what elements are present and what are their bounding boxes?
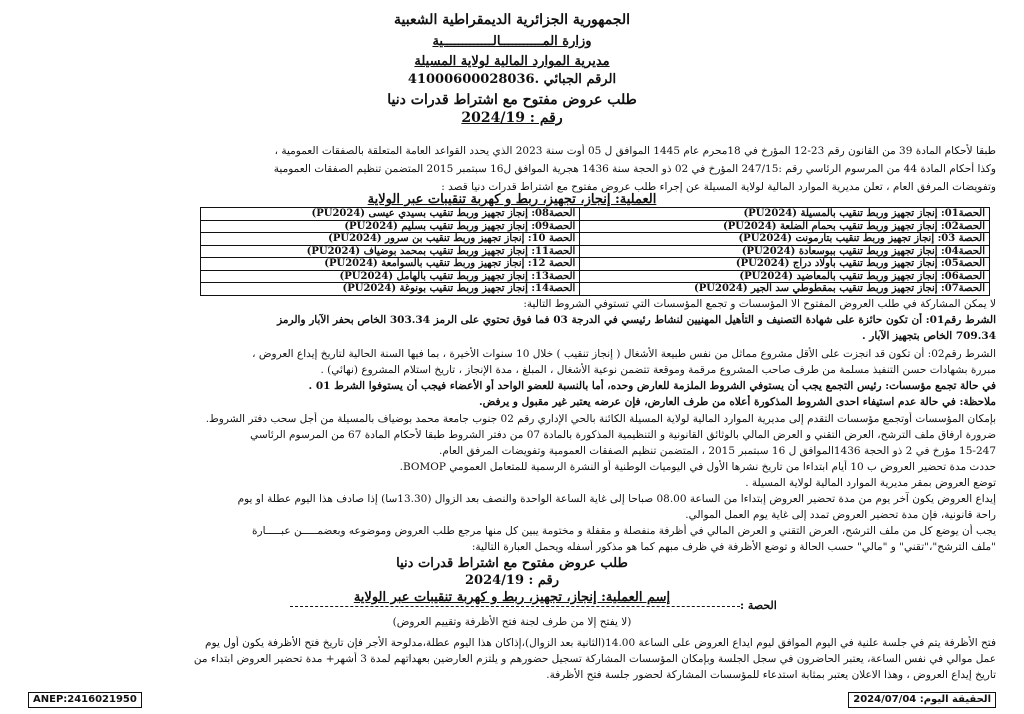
envelope-operation: إسم العملية: إنجاز، تجهيز، ربط و كهربة تنقيبات عبر الولاية: [353, 590, 671, 605]
lot-cell: الحصة04: إنجاز تجهيز وربط تنقيب ببوسعادة (PU2024): [580, 245, 990, 258]
lot-cell: الحصة 10: إنجاز تجهيز وربط تنقيب بن سرور (PU2024): [201, 233, 580, 246]
body-line-12: توضع العروض بمقر مديرية الموارد المالية لولاية المسيلة .: [745, 477, 996, 489]
lot-cell: الحصة07: إنجاز تجهيز وربط تنقيب بمقطوطي سد الجير (PU2024): [580, 283, 990, 296]
envelope-lot: الحصة :: [740, 599, 777, 612]
lots-row: [201, 233, 990, 246]
envelope-number: رقم : 2024/19: [464, 573, 560, 588]
lots-row: [201, 283, 990, 296]
intro-line-2: وكذا أحكام المادة 44 من المرسوم الرئاسي رقم :247/15 المؤرخ في 02 ذو الحجة سنة 1436 هجرية الموافق ل16 سبتمبر 2015 المتضمن تنظيم الصفقات العمومية: [273, 163, 996, 175]
lots-row: [201, 208, 990, 221]
republic-heading: الجمهورية الجزائرية الديمقراطية الشعبية: [393, 12, 630, 28]
condition-1-cont: 709.34 الخاص بتجهيز الآبار .: [861, 330, 996, 342]
condition-2-cont: مبررة بشهادات حسن التنفيذ مسلمة من طرف صاحب المشروع مرقمة وموقعة تتضمن نوعية الأشغال ، المبلغ ، مدة الإنجاز ، تاريخ استلام المشروع (نهائي) .: [320, 364, 996, 376]
lot-cell: الحصة08: إنجاز تجهيز وربط تنقيب بسيدي عيسى (PU2024): [201, 208, 580, 221]
condition-1: الشرط رقم01: أن تكون حائزة على شهادة التصنيف و التأهيل المهنيين لنشاط رئيسي في الدرجة 03 فما فوق تحتوي على الرمز 303.34 الخاص بحفر الآبار والرمز: [277, 314, 996, 326]
intro-line-3: وتفويضات المرفق العام ، تعلن مديرية الموارد المالية لولاية المسيلة عن إجراء طلب عروض مفتوح مع اشتراط قدرات دنيا قصد :: [441, 181, 996, 193]
group-rule: في حالة تجمع مؤسسات: رئيس التجمع يجب أن يستوفي الشروط الملزمة للعارض وحده، أما بالنسبة للعضو الواحد أو الأعضاء فيجب أن يستوفوا الشرط 01 .: [308, 380, 996, 392]
tax-id: الرقم الجبائي .41000600028036: [407, 72, 617, 87]
body-line-10: 15-247 مؤرخ في 2 ذو الحجة 1436الموافق ل 16 سبتمبر 2015 ، المتضمن تنظيم الصفقات العمومية وتفويضات المرفق العام.: [438, 445, 996, 457]
lot-cell: الحصة14: إنجاز تجهيز وربط تنقيب بونوغة (PU2024): [201, 283, 580, 296]
closing-line-3: تاريخ إيداع العروض ، وهذا الاعلان يعتبر بمثابة استدعاء للمؤسسات المشاركة لحضور جلسة فتح الأظرفة.: [546, 669, 996, 681]
condition-2: الشرط رقم02: أن تكون قد انجزت على الأقل مشروع مماثل من نفس طبيعة الأشغال ( إنجاز تنقيب ) خلال 10 سنوات الأخيرة ، بما فيها السنة الحالية لتاريخ إيداع العروض ،: [252, 348, 996, 360]
note: ملاحظة: في حالة عدم استيفاء احدى الشروط المذكورة أعلاه من طرف العارض، فإن عرضه يعتبر غير مقبول و يرفض.: [479, 396, 996, 408]
notice-title: طلب عروض مفتوح مع اشتراط قدرات دنيا: [387, 92, 637, 108]
body-line-16: "ملف الترشح"،"تقني" و "مالي" حسب الحالة و توضع الأظرفة في ظرف مبهم كما هو مذكور أسفله ويحمل العبارة التالية:: [471, 541, 996, 553]
body-line-11: حددت مدة تحضير العروض ب 10 أيام ابتداءا من تاريخ نشرها الأول في اليوميات الوطنية أو النشرة الرسمية للمتعامل العمومي BOMOP.: [399, 461, 996, 473]
body-line-14: راحة قانونية، فإن مدة تحضير العروض تمدد إلى غاية يوم العمل الموالي.: [685, 509, 996, 521]
anep-reference: ANEP:2416021950: [28, 692, 142, 708]
body-line-9: ضرورة ارفاق ملف الترشح، العرض التقني و العرض المالي بالوثائق القانونية و التنظيمية المذكورة بالمادة 07 من دفتر الشروط طبقا لأحكام المادة 67 من المرسوم الرئاسي: [250, 429, 996, 441]
ministry-heading: وزارة المـــــــــــالـــــــــــــية: [432, 34, 592, 49]
publication-date: الحقيقة اليوم: 2024/07/04: [848, 692, 996, 708]
lots-row: [201, 220, 990, 233]
envelope-notice: (لا يفتح إلا من طرف لجنة فتح الأظرفة وتقييم العروض): [392, 616, 632, 628]
lots-row: [201, 258, 990, 271]
notice-number: رقم : 2024/19: [461, 110, 563, 126]
lot-cell: الحصة11: إنجاز تجهيز وربط تنقيب بمحمد بوضياف (PU2024): [201, 245, 580, 258]
closing-line-2: عمل موالي في نفس الساعة، يعتبر الحاضرون في سجل الجلسة وبإمكان المؤسسات المشاركة تسجيل حضورهم و يلتزم العارضين بعهداتهم لمدة 3 أشهر+ مدة تحضير العروض ابتداء من: [193, 653, 996, 665]
lot-cell: الحصة02: إنجاز تجهيز وربط تنقيب بحمام الضلعة (PU2024): [580, 220, 990, 233]
body-line-8: بإمكان المؤسسات أوتجمع مؤسسات التقدم إلى مديرية الموارد المالية لولاية المسيلة الكائنة بالحي الإداري رقم 02 جنوب جامعة محمد بوضياف بالمسيلة من أجل سحب دفتر الشروط.: [205, 413, 996, 425]
body-line-1: لا يمكن المشاركة في طلب العروض المفتوح الا المؤسسات و تجمع المؤسسات التي تستوفي الشروط التالية:: [523, 298, 996, 310]
lot-blank-line: [290, 606, 740, 607]
lots-row: [201, 270, 990, 283]
lot-cell: الحصة05: إنجاز تجهيز وربط تنقيب بأولاد دراج (PU2024): [580, 258, 990, 271]
lot-cell: الحصة 03: إنجاز تجهيز وربط تنقيب بتارمونت (PU2024): [580, 233, 990, 246]
directorate-heading: مديرية الموارد المالية لولاية المسيلة: [414, 54, 610, 69]
operation-heading: العملية: إنجاز، تجهيز، ربط و كهربة تنقيبات عبر الولاية: [367, 192, 657, 207]
body-line-15: يجب أن يوضع كل من ملف الترشح، العرض التقني و العرض المالي في أظرفة منفصلة و مقفلة و مختومة يبين كل منها مرجع طلب العروض وموضوعه وبعضمـــــن عبـــــارة: [252, 525, 996, 537]
lots-row: [201, 245, 990, 258]
lot-cell: الحصة13: إنجاز تجهيز وربط تنقيب بالهامل (PU2024): [201, 270, 580, 283]
envelope-title: طلب عروض مفتوح مع اشتراط قدرات دنيا: [396, 556, 628, 571]
lot-cell: الحصة09: إنجاز تجهيز وربط تنقيب بسليم (PU2024): [201, 220, 580, 233]
lot-cell: الحصة06: إنجاز تجهيز وربط تنقيب بالمعاضيد (PU2024): [580, 270, 990, 283]
body-line-13: إيداع العروض يكون آخر يوم من مدة تحضير العروض إبتداءا من الساعة 08.00 صباحا إلى غاية الساعة الواحدة والنصف بعد الزوال (13.30سا) إذا صادف هذا اليوم عطلة او يوم: [237, 493, 996, 505]
lot-cell: الحصة01: إنجاز تجهيز وربط تنقيب بالمسيلة (PU2024): [580, 208, 990, 221]
closing-line-1: فتح الأظرفة يتم في جلسة علنية في اليوم الموافق ليوم ايداع العروض على الساعة 14.00(الثانية بعد الزوال)،إذاكان هذا اليوم عطلة،مدلوحة الأجر فإن تاريخ فتح الأظرفة يكون أول يوم: [205, 637, 996, 649]
lots-table: [200, 207, 990, 296]
lot-cell: الحصة 12: إنجاز تجهيز وربط تنقيب بالسوامعة (PU2024): [201, 258, 580, 271]
intro-line-1: طبقا لأحكام المادة 39 من القانون رقم 23-12 المؤرخ في 18محرم عام 1445 الموافق ل 05 أوت سنة 2023 الذي يحدد القواعد العامة المتعلقة بالصفقات العمومية ،: [274, 145, 996, 157]
